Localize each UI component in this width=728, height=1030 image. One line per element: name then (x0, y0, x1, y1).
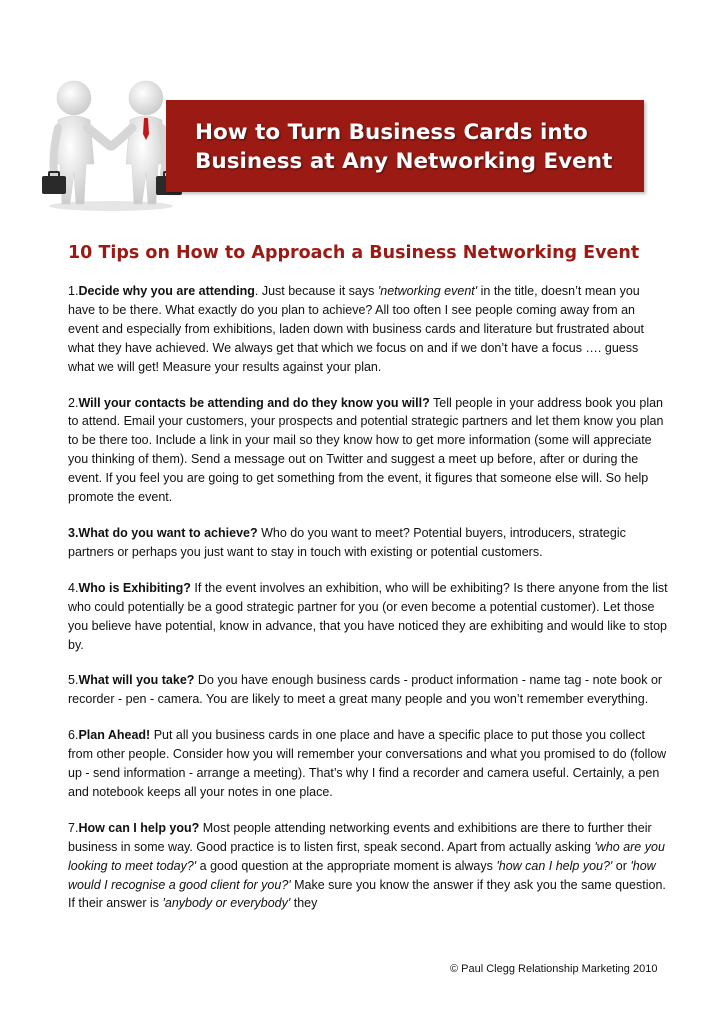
tip-text: Tell people in your address book you plan to attend. Email your customers, your prospects and potential strategic partners and let them know you plan to be there too. Include a link in your mail so they know how to get more information (some will appreciate you thinking of them). Send a message out on Twitter and suggest a meet up before, after or during the event. If you feel you are going to get something from the event, it figures that someone else will. So help promote the event. (68, 395, 664, 505)
copyright-footer: © Paul Clegg Relationship Marketing 2010 (450, 963, 658, 975)
tip-text: 5. (68, 673, 79, 688)
tip-heading: How can I help you? (78, 820, 200, 835)
tip-7 (68, 819, 668, 914)
title-line-2: Business at Any Networking Event (195, 149, 613, 174)
handshake-figures-icon (36, 72, 186, 212)
tips-list (68, 282, 668, 930)
tip-4 (68, 579, 668, 655)
tip-5 (68, 671, 668, 709)
tip-text: 1. (68, 284, 79, 298)
tip-heading: Will your contacts be attending and do they know you will? (78, 395, 430, 410)
tip-text: Most people attending networking events and exhibitions are there to further their business in some way. Good practice is to listen first, speak second. Apart from actually asking (68, 820, 652, 854)
section-heading: 10 Tips on How to Approach a Business Networking Event (68, 243, 640, 263)
tip-text: If the event involves an exhibition, who will be exhibiting? Is there anyone from the list who could potentially be a good strategic partner for you (or even become a potential customer). Let those you believe have potential, know in advance, that you have noticed they are exhibiting and would like to stop by. (68, 580, 668, 652)
tip-text: 'how can I help you?' (496, 858, 613, 873)
tip-text: 6. (68, 728, 79, 743)
page-title (195, 118, 612, 176)
tip-1 (68, 282, 668, 377)
tip-2 (68, 394, 668, 507)
tip-heading: What will you take? (78, 673, 195, 688)
tip-text: Make sure you know the answer if they ask you the same question. If their answer is (68, 877, 666, 911)
tip-text: 7. (68, 820, 79, 835)
tip-text: a good question at the appropriate moment is always (196, 858, 497, 873)
tip-text: . Just because it says (254, 284, 378, 298)
tip-text: 'networking event' (377, 284, 478, 298)
tip-heading: Decide why you are attending (78, 284, 255, 298)
title-line-1: How to Turn Business Cards into (195, 120, 588, 145)
tip-text: 'how would I recognise a good client for you?' (68, 858, 656, 892)
tip-3 (68, 524, 668, 562)
tip-text: 'anybody or everybody' (162, 896, 291, 911)
tip-6 (68, 726, 668, 802)
tip-text: 'who are you looking to meet today?' (68, 839, 665, 873)
tip-heading: Plan Ahead! (78, 728, 151, 743)
tip-heading: 3.What do you want to achieve? (68, 525, 258, 540)
tip-heading: Who is Exhibiting? (78, 580, 191, 595)
tip-text: in the title, doesn’t mean you have to be there. What exactly do you plan to achieve? All too often I see people coming away from an event and especially from exhibitions, laden down with business cards and literature but frustrated about what they have achieved. We always get that which we focus on and if we don’t have a focus …. guess what we will get! Measure your results against your plan. (68, 284, 645, 374)
tip-text: Put all you business cards in one place and have a specific place to put those you collect from other people. Consider how you will remember your conversations and what you promised to do (follow up - send information - arrange a meeting). That’s why I find a recorder and camera useful. Certainly, a pen and notebook keeps all your notes in one place. (68, 728, 667, 799)
tip-text: 2. (68, 395, 79, 410)
title-banner (166, 100, 644, 192)
tip-text: or (612, 858, 631, 873)
tip-text: Who do you want to meet? Potential buyers, introducers, strategic partners or perhaps you just want to stay in touch with existing or potential customers. (68, 525, 626, 559)
tip-text: Do you have enough business cards - product information - name tag - note book or recorder - pen - camera. You are likely to meet a great many people and you won’t remember everything. (68, 673, 663, 707)
tip-text: they (290, 896, 318, 911)
tip-text: 4. (68, 580, 79, 595)
